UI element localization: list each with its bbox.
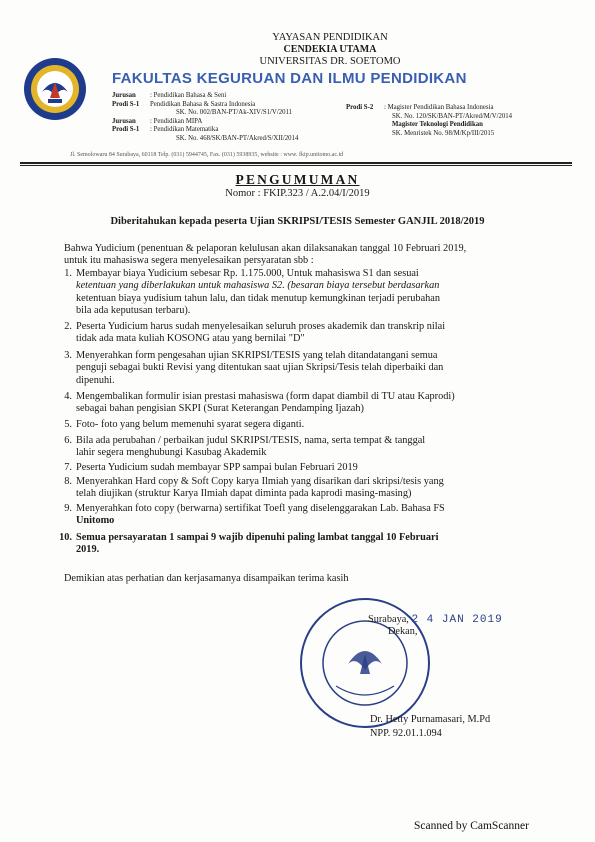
item-line: Unitomo [76,515,115,527]
requirement-item-10 [59,532,534,557]
item-number: 5. [64,419,72,430]
foundation-name: CENDEKIA UTAMA [283,44,377,55]
item-number: 3. [64,350,72,361]
item-line: Menyerahkan Hard copy & Soft Copy karya Ilmiah yang disarikan dari skripsi/tesis yang [76,476,444,487]
program-line: Prodi S-1 Pendidikan Bahasa & Sastra Indonesia [112,100,256,108]
intro-line: Bahwa Yudicium (penentuan & pelaporan kelulusan akan dilaksanakan tanggal 10 Februari 2019, [64,243,467,254]
requirement-item-6 [64,435,534,460]
header-rule-thick [20,162,572,164]
item-line: Peserta Yudicium sudah membayar SPP sampai bulan Februari 2019 [76,462,358,473]
program-line: Jurusan : Pendidikan Bahasa & Seni [112,92,227,99]
item-number: 2. [64,321,72,332]
item-line: Membayar biaya Yudicium sebesar Rp. 1.175.000, Untuk mahasiswa S1 dan sesuai [76,268,419,279]
requirement-item-9 [64,503,534,528]
item-line: Menyerahkan form pengesahan ujian SKRIPSI/TESIS yang telah ditandatangani semua [76,350,438,361]
city-label: Surabaya, [368,614,409,625]
signature-date-line [368,614,503,626]
item-line: dipenuhi. [76,374,115,386]
document-number: Nomor : FKIP.323 / A.2.04/I/2019 [225,188,370,199]
item-line: sebagai bahan pengisian SKPI (Surat Keterangan Pendamping Ijazah) [76,403,364,415]
document-title: PENGUMUMAN [235,172,360,187]
item-number: 7. [64,462,72,473]
program-line: SK. No. 468/SK/BAN-PT/Akred/S/XII/2014 [176,134,299,142]
header-rule-thin [20,165,572,166]
item-line: telah diujikan (struktur Karya Ilmiah dapat diminta pada kaprodi masing-masing) [76,488,412,500]
requirement-item-2 [64,321,534,346]
intro-paragraph [64,243,564,268]
item-number: 10. [59,532,72,543]
requirement-item-8 [64,476,534,501]
date-stamp: 2 4 JAN 2019 [411,614,503,626]
item-line: 2019. [76,544,100,556]
item-number: 9. [64,503,72,514]
scanner-watermark: Scanned by CamScanner [414,820,529,832]
item-line: Foto- foto yang belum memenuhi syarat segera diganti. [76,419,305,430]
item-line: tidak ada mata kuliah KOSONG atau yang bernilai "D" [76,333,305,345]
item-line: Peserta Yudicium harus sudah menyelesaikan seluruh proses akademik dan transkrip nilai [76,321,446,332]
item-number: 8. [64,476,72,487]
program-line: SK. Menristek No. 98/M/Kp/III/2015 [392,129,495,137]
item-line: penguji sebagai bukti Revisi yang ditentukan saat ujian Skripsi/Tesis telah diperbaiki dan [76,362,444,374]
university-name: UNIVERSITAS DR. SOETOMO [259,56,401,67]
item-number: 1. [64,268,72,279]
item-line: Menyerahkan foto copy (berwarna) sertifikat Toefl yang diselenggarakan Lab. Bahasa FS [76,503,445,514]
signer-npp: NPP. 92.01.1.094 [370,728,442,739]
signer-name: Dr. Hetty Purnamasari, M.Pd [370,714,491,725]
requirement-item-5 [64,419,534,431]
closing-text: Demikian atas perhatian dan kerjasamanya disampaikan terima kasih [64,573,349,584]
requirement-item-3 [64,350,534,387]
item-line: Bila ada perubahan / perbaikan judul SKRIPSI/TESIS, nama, serta tempat & tanggal [76,435,426,446]
requirement-item-4 [64,391,534,416]
program-line: Magister Teknologi Pendidikan [392,121,483,129]
item-line: bila ada keputusan terbaru). [76,305,191,317]
programs-right [346,104,566,138]
intro-line: untuk itu mahasiswa segera menyelesaikan persyaratan sbb : [64,255,314,267]
faculty-name: FAKULTAS KEGURUAN DAN ILMU PENDIDIKAN [112,70,467,87]
requirement-item-1 [64,268,534,318]
program-line: SK. No. 120/SK/BAN-PT/Akred/M/V/2014 [392,112,513,120]
item-line: ketentuan yang diberlakukan untuk mahasiswa S2. (besaran biaya tersebut berdasarkan [76,280,440,292]
document-subject: Diberitahukan kepada peserta Ujian SKRIPSI/TESIS Semester GANJIL 2018/2019 [110,216,485,227]
program-line: Prodi S-1 : Pendidikan Matematika [112,126,219,134]
item-line: lahir segera menghubungi Kasubag Akademik [76,447,267,459]
foundation-label: YAYASAN PENDIDIKAN [272,32,388,43]
programs-left [112,92,352,144]
university-logo [22,56,88,122]
signer-role: Dekan, [388,626,418,637]
faculty-address: Jl. Semolowaru 84 Surabaya, 60118 Telp. (031) 5944745, Fax. (031) 5938935, website : www. fkip.unitomo.ac.id [70,152,344,158]
item-line: Semua persayaratan 1 sampai 9 wajib dipenuhi paling lambat tanggal 10 Februari [76,532,439,543]
item-number: 4. [64,391,72,402]
item-number: 6. [64,435,72,446]
item-line: ketentuan biaya yudisium tahun lalu, dan tidak menutup kemungkinan terjadi perubahan [76,292,441,304]
program-line: SK. No. 002/BAN-PT/Ak-XIV/S1/V/2011 [176,109,293,117]
requirement-item-7 [64,462,534,474]
program-line: Prodi S-2 : Magister Pendidikan Bahasa Indonesia [346,104,494,111]
item-line: Mengembalikan formulir isian prestasi mahasiswa (form dapat diambil di TU atau Kaprodi) [76,391,455,402]
program-line: Jurusan : Pendidikan MIPA [112,117,203,125]
